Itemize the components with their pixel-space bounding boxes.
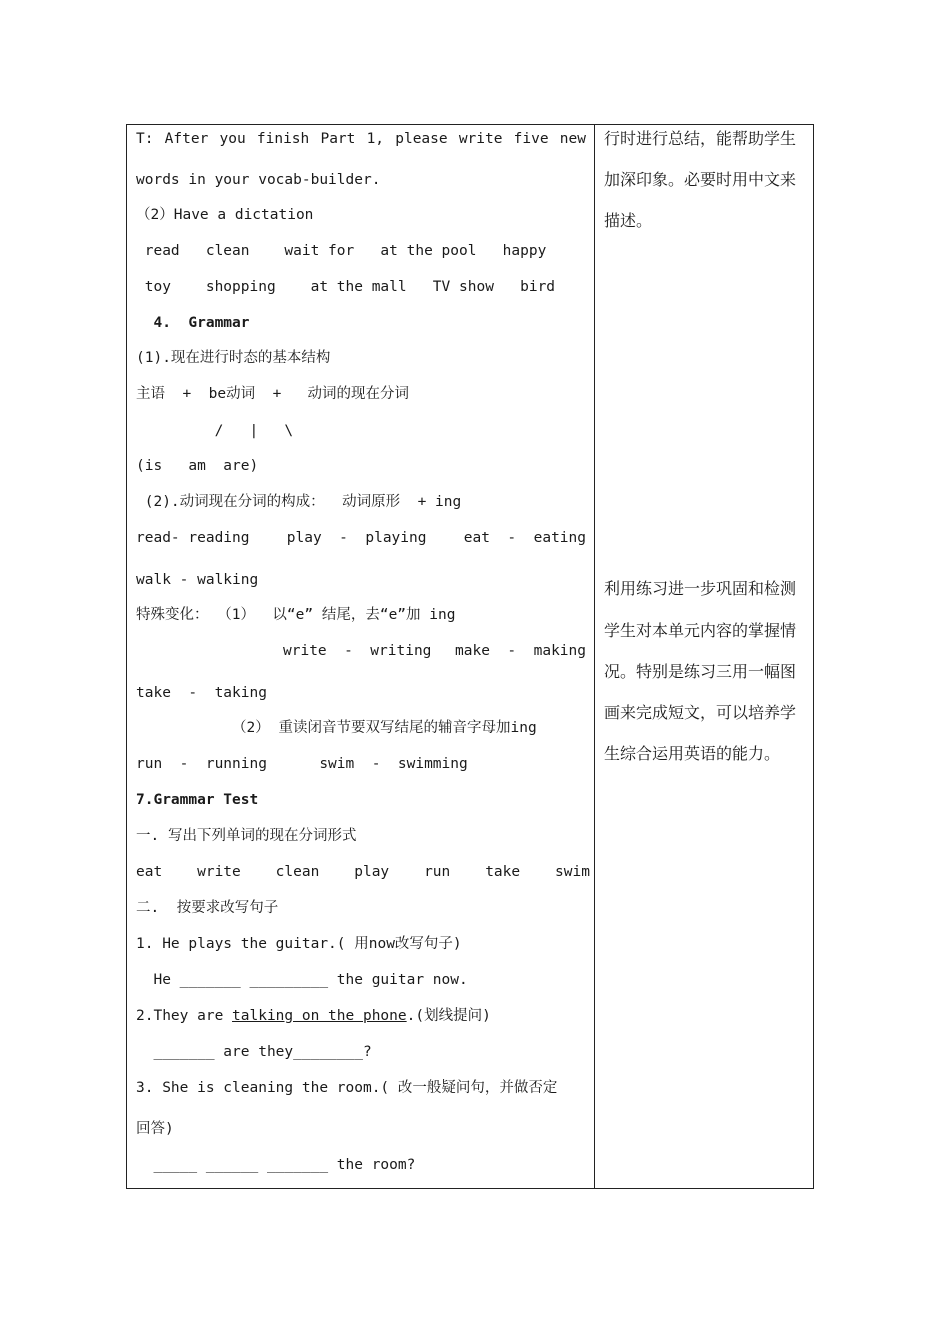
line-words-1: read clean wait for at the pool happy xyxy=(136,243,547,259)
section-grammar: 4. Grammar xyxy=(136,315,250,331)
section-grammar-test: 7.Grammar Test xyxy=(136,792,259,808)
exercise-1-words: eat write clean play run take swim xyxy=(136,864,590,880)
word: Part xyxy=(320,131,356,147)
word: you xyxy=(219,131,246,147)
line-examples-1 xyxy=(136,529,586,547)
line-special-2: （2） 重读闭音节要双写结尾的辅音字母加ing xyxy=(136,720,537,736)
line-examples-2: walk - walking xyxy=(136,572,259,588)
word: 1, xyxy=(366,131,385,147)
word: After xyxy=(164,131,209,147)
example: play - playing xyxy=(286,530,427,546)
example: eat - eating xyxy=(463,530,586,546)
example: read- reading xyxy=(136,530,250,546)
note-line: 行时进行总结，能帮助学生 xyxy=(604,129,797,148)
line-vocab: words in your vocab-builder. xyxy=(136,172,381,188)
note-line: 况。特别是练习三用一幅图 xyxy=(604,662,797,681)
word: T: xyxy=(136,131,154,147)
line-take: take - taking xyxy=(136,685,267,701)
line-special-examples xyxy=(283,642,586,660)
text: 2.They are xyxy=(136,1008,233,1024)
text: .(划线提问) xyxy=(406,1008,491,1024)
line-special-1: 特殊变化： （1） 以“e” 结尾，去“e”加 ing xyxy=(136,607,456,623)
word: new xyxy=(559,131,586,147)
line-double-examples: run - running swim - swimming xyxy=(136,756,468,772)
note-line: 学生对本单元内容的掌握情 xyxy=(604,621,797,640)
question-2 xyxy=(136,1007,491,1025)
question-1: 1. He plays the guitar.( 用now改写句子) xyxy=(136,936,462,952)
example: make - making xyxy=(455,643,586,659)
word: write xyxy=(458,131,503,147)
note-line: 描述。 xyxy=(604,211,653,230)
question-3: 3. She is cleaning the room.( 改一般疑问句，并做否定 xyxy=(136,1080,558,1096)
line-words-2: toy shopping at the mall TV show bird xyxy=(136,279,556,295)
word: finish xyxy=(256,131,310,147)
word: five xyxy=(513,131,549,147)
line-structure-title: (1).现在进行时态的基本结构 xyxy=(136,350,331,366)
exercise-1-title: 一. 写出下列单词的现在分词形式 xyxy=(136,828,357,844)
line-structure: 主语 + be动词 + 动词的现在分词 xyxy=(136,386,409,402)
note-line: 利用练习进一步巩固和检测 xyxy=(604,579,797,598)
underlined-text: talking on the phone xyxy=(232,1008,407,1024)
answer-1: He _______ _________ the guitar now. xyxy=(136,972,468,988)
line-branch: / | \ xyxy=(136,423,294,439)
line-instruction xyxy=(136,130,586,148)
line-participle-rule: (2).动词现在分词的构成： 动词原形 + ing xyxy=(136,494,462,510)
answer-2: _______ are they________? xyxy=(136,1044,372,1060)
note-line: 画来完成短文，可以培养学 xyxy=(604,703,797,722)
answer-3: _____ ______ _______ the room? xyxy=(136,1157,416,1173)
exercise-2-title: 二. 按要求改写句子 xyxy=(136,900,279,916)
example: write - writing xyxy=(283,643,432,659)
column-divider xyxy=(594,124,595,1189)
note-line: 加深印象。必要时用中文来 xyxy=(604,170,797,189)
word: please xyxy=(395,131,448,147)
line-dictation: （2）Have a dictation xyxy=(136,207,314,223)
note-line: 生综合运用英语的能力。 xyxy=(604,744,781,763)
question-3-cont: 回答) xyxy=(136,1121,174,1137)
line-be-forms: (is am are) xyxy=(136,458,259,474)
